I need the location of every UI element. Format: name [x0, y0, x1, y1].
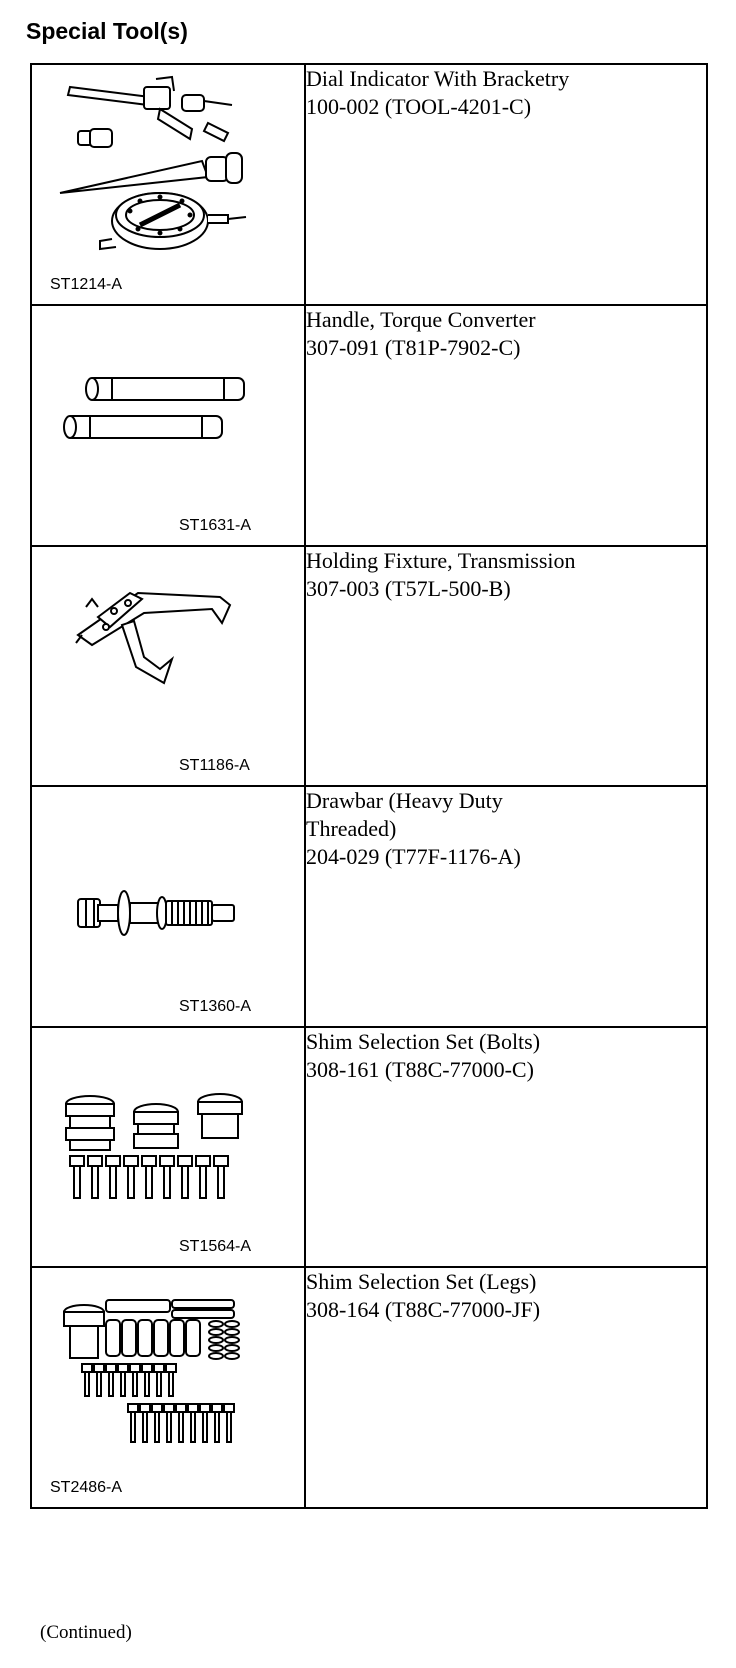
tool-number: 307-091 (T81P-7902-C): [306, 335, 521, 360]
tool-description-cell: [305, 546, 707, 786]
tool-name: Handle, Torque Converter: [306, 307, 536, 332]
tool-code: ST1360-A: [179, 998, 252, 1015]
tool-number: 100-002 (TOOL-4201-C): [306, 94, 532, 119]
tool-code: ST1631-A: [179, 517, 252, 534]
tool-name: Shim Selection Set (Bolts): [306, 1029, 541, 1054]
shim-bolts-illustration: [32, 1028, 304, 1268]
table-row: [31, 1027, 707, 1267]
tool-code: ST1214-A: [50, 276, 123, 293]
tool-code: ST1564-A: [179, 1238, 252, 1255]
tool-description-cell: [305, 1267, 707, 1508]
continued-note: (Continued): [40, 1622, 132, 1643]
page-title: Special Tool(s): [26, 18, 188, 44]
tool-number: 307-003 (T57L-500-B): [306, 576, 511, 601]
shim-legs-illustration: [32, 1268, 304, 1509]
tool-number: 308-164 (T88C-77000-JF): [306, 1297, 541, 1322]
table-row: [31, 305, 707, 546]
torque-converter-handle-illustration: [32, 306, 304, 547]
tool-name-continued: Threaded): [306, 816, 397, 841]
table-row: [31, 1267, 707, 1508]
tool-number: 204-029 (T77F-1176-A): [306, 844, 521, 869]
tool-illustration-cell: [31, 546, 305, 786]
table-row: [31, 786, 707, 1027]
special-tools-table: [30, 63, 708, 1509]
dial-indicator-illustration: [32, 65, 304, 306]
tool-name: Holding Fixture, Transmission: [306, 548, 576, 573]
table-row: [31, 546, 707, 786]
tool-illustration-cell: [31, 786, 305, 1027]
tool-number: 308-161 (T88C-77000-C): [306, 1057, 534, 1082]
tool-code: ST1186-A: [179, 757, 250, 774]
tool-description-cell: [305, 64, 707, 305]
drawbar-illustration: [32, 787, 304, 1028]
tool-code: ST2486-A: [50, 1479, 123, 1496]
holding-fixture-illustration: [32, 547, 304, 787]
tool-illustration-cell: [31, 1267, 305, 1508]
tool-description-cell: [305, 786, 707, 1027]
tool-name: Dial Indicator With Bracketry: [306, 66, 570, 91]
tool-description-cell: [305, 1027, 707, 1267]
tool-illustration-cell: [31, 64, 305, 305]
tool-description-cell: [305, 305, 707, 546]
tool-name: Shim Selection Set (Legs): [306, 1269, 537, 1294]
tool-illustration-cell: [31, 1027, 305, 1267]
tool-illustration-cell: [31, 305, 305, 546]
table-row: [31, 64, 707, 305]
tool-name: Drawbar (Heavy Duty: [306, 788, 503, 813]
